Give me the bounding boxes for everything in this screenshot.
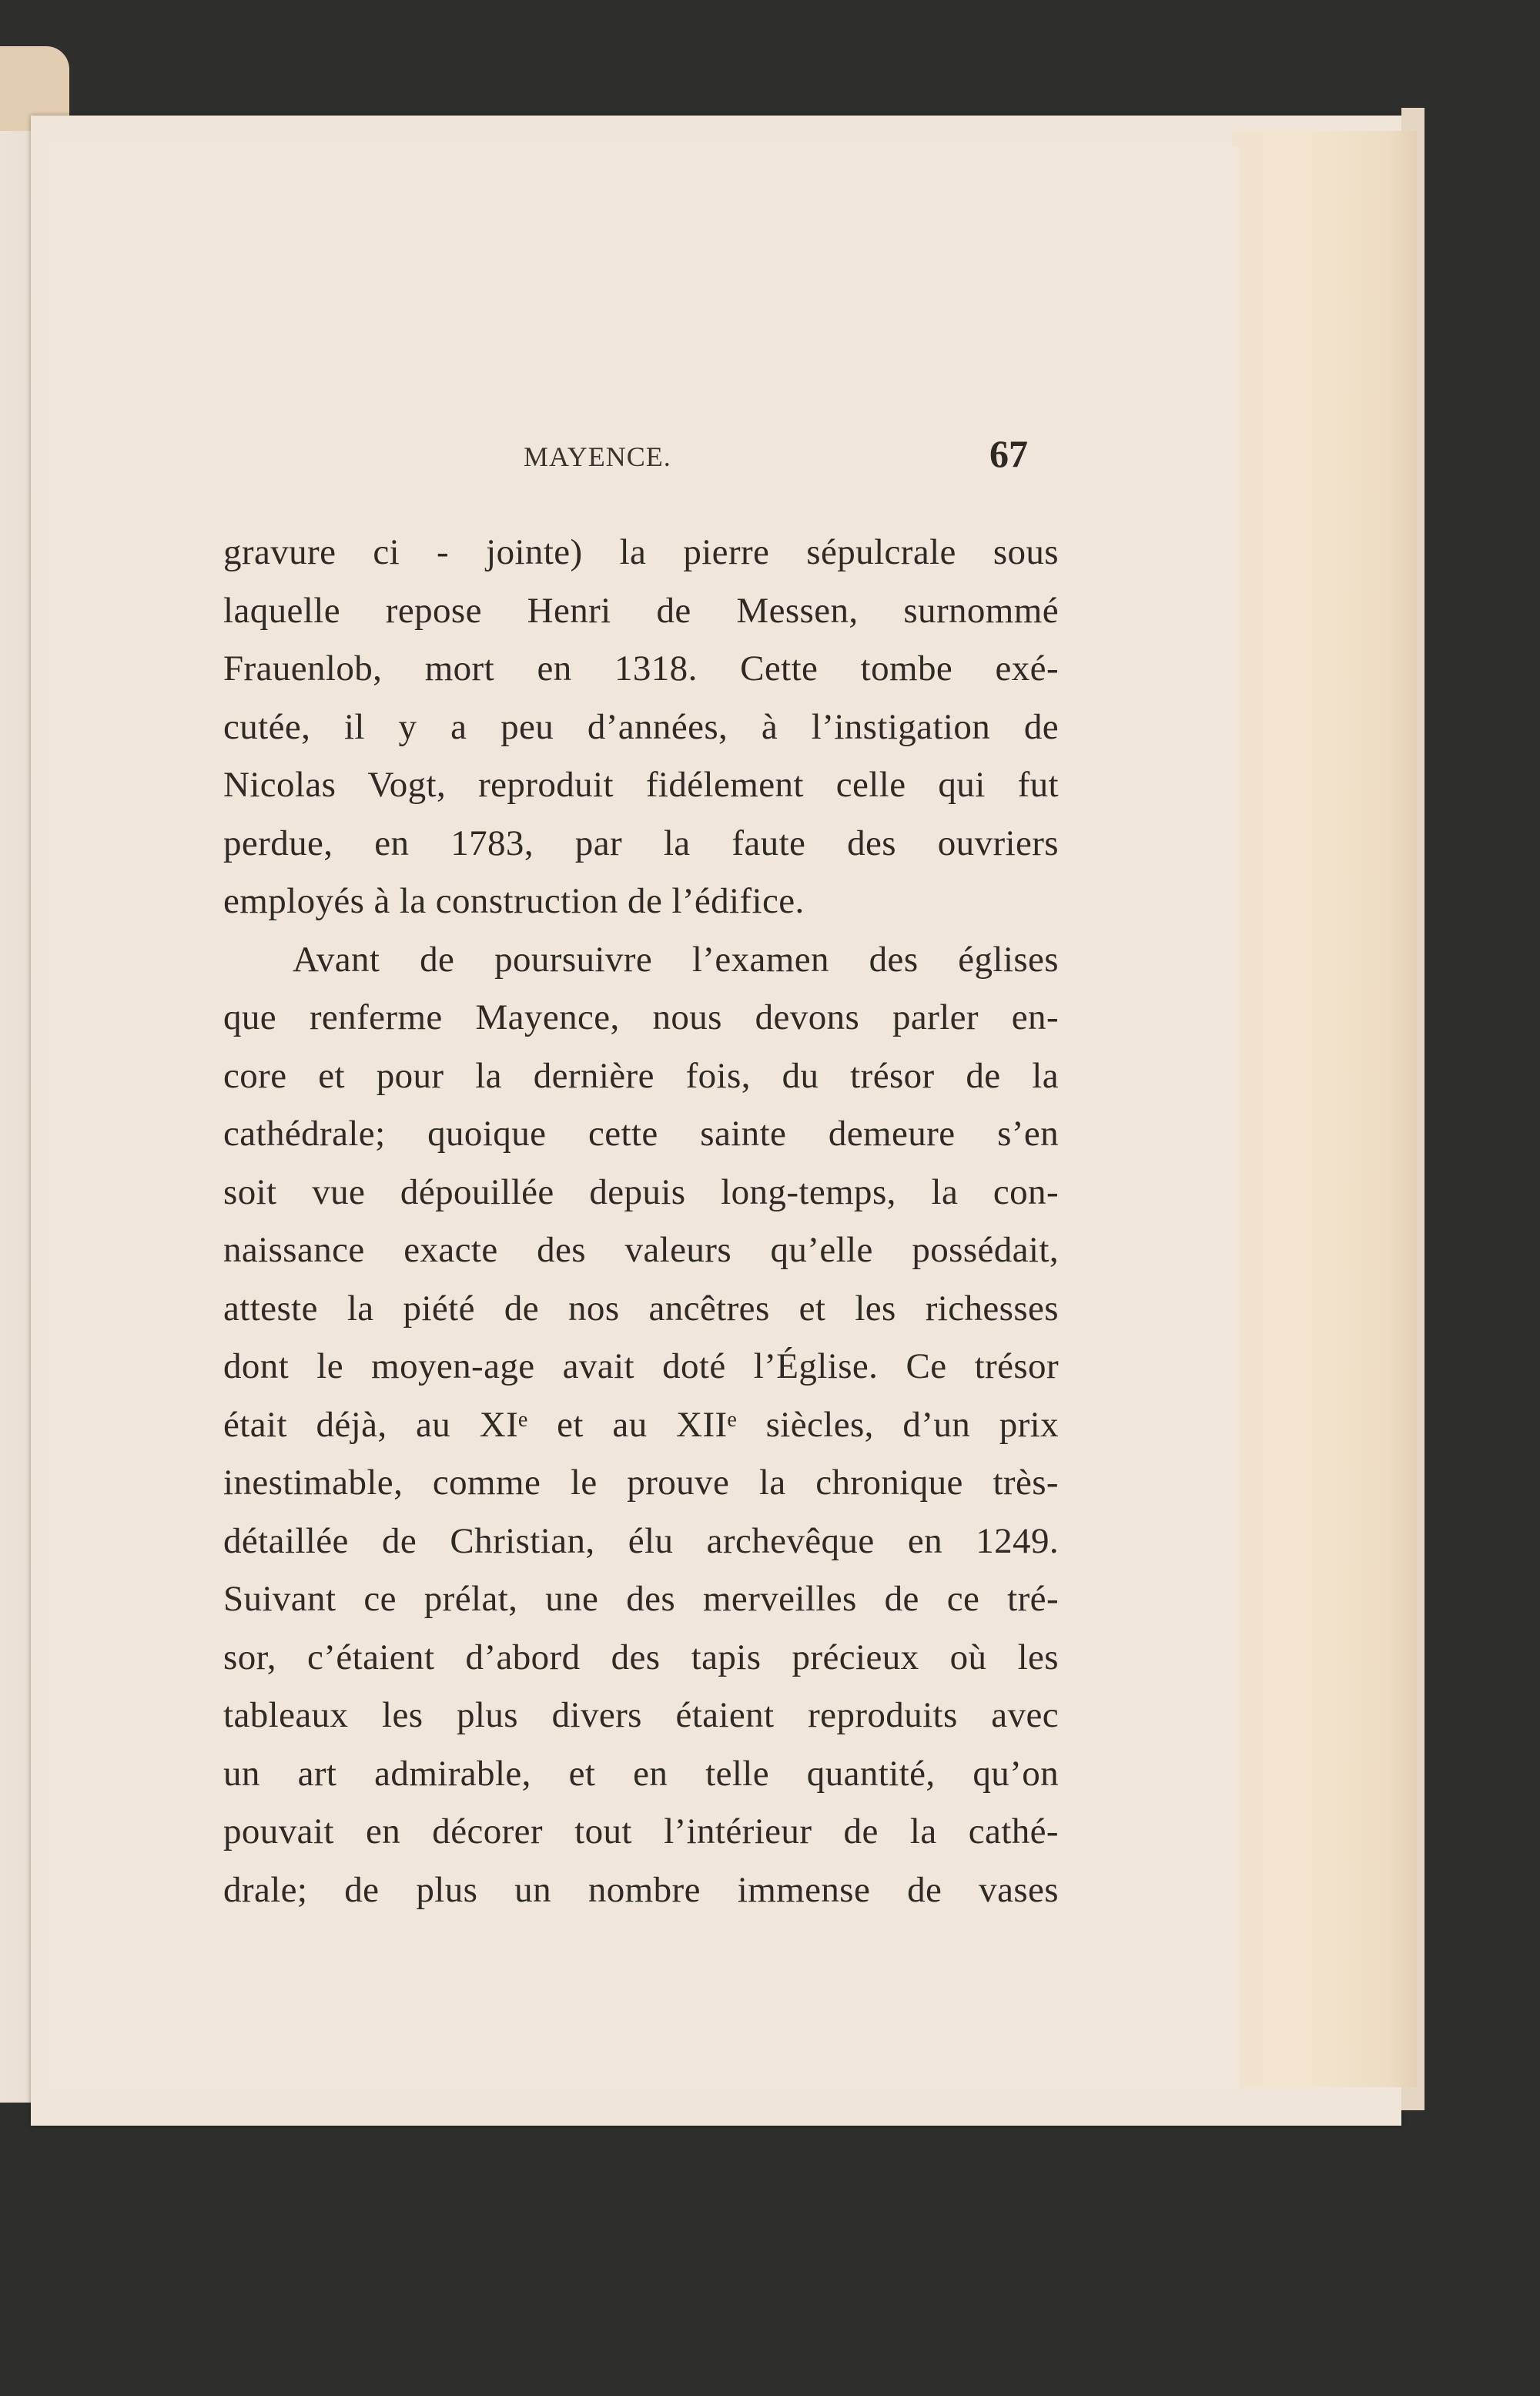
text-line: Nicolas Vogt, reproduit fidélement celle qui fut (223, 765, 1059, 805)
text-line: soit vue dépouillée depuis long-temps, la con- (223, 1171, 1059, 1212)
text-line: était déjà, au XIᵉ et au XIIᵉ siècles, d’un prix (223, 1404, 1059, 1445)
page-number: 67 (989, 432, 1028, 475)
text-line: pouvait en décorer tout l’intérieur de la cathé- (223, 1811, 1059, 1851)
text-line: laquelle repose Henri de Messen, surnommé (223, 590, 1059, 631)
text-line: perdue, en 1783, par la faute des ouvriers (223, 823, 1059, 863)
text-line: dont le moyen-age avait doté l’Église. Ce trésor (223, 1346, 1059, 1386)
text-line: Suivant ce prélat, une des merveilles de ce tré- (223, 1579, 1059, 1619)
text-line: Avant de poursuivre l’examen des églises (293, 939, 1059, 980)
text-line: un art admirable, et en telle quantité, qu’on (223, 1753, 1059, 1794)
text-line: gravure ci - jointe) la pierre sépulcrale sous (223, 532, 1059, 572)
text-line: cutée, il y a peu d’années, à l’instigation de (223, 706, 1059, 747)
text-line: naissance exacte des valeurs qu’elle possédait, (223, 1230, 1059, 1270)
text-line: tableaux les plus divers étaient reproduits avec (223, 1695, 1059, 1735)
text-line: cathédrale; quoique cette sainte demeure s’en (223, 1114, 1059, 1154)
text-line: atteste la piété de nos ancêtres et les richesses (223, 1288, 1059, 1329)
running-head: MAYENCE. (524, 441, 671, 472)
text-line: employés à la construction de l’édifice. (223, 881, 805, 921)
text-line: drale; de plus un nombre immense de vases (223, 1869, 1059, 1910)
body-text (223, 524, 1059, 1919)
text-line: que renferme Mayence, nous devons parler en- (223, 997, 1059, 1037)
text-line: détaillée de Christian, élu archevêque en 1249. (223, 1520, 1059, 1561)
page-fore-edge (1232, 131, 1417, 2087)
text-line: sor, c’étaient d’abord des tapis précieux où les (223, 1637, 1059, 1677)
text-line: inestimable, comme le prouve la chronique très- (223, 1463, 1059, 1503)
text-line: Frauenlob, mort en 1318. Cette tombe exé- (223, 648, 1059, 689)
text-line: core et pour la dernière fois, du trésor de la (223, 1055, 1059, 1096)
